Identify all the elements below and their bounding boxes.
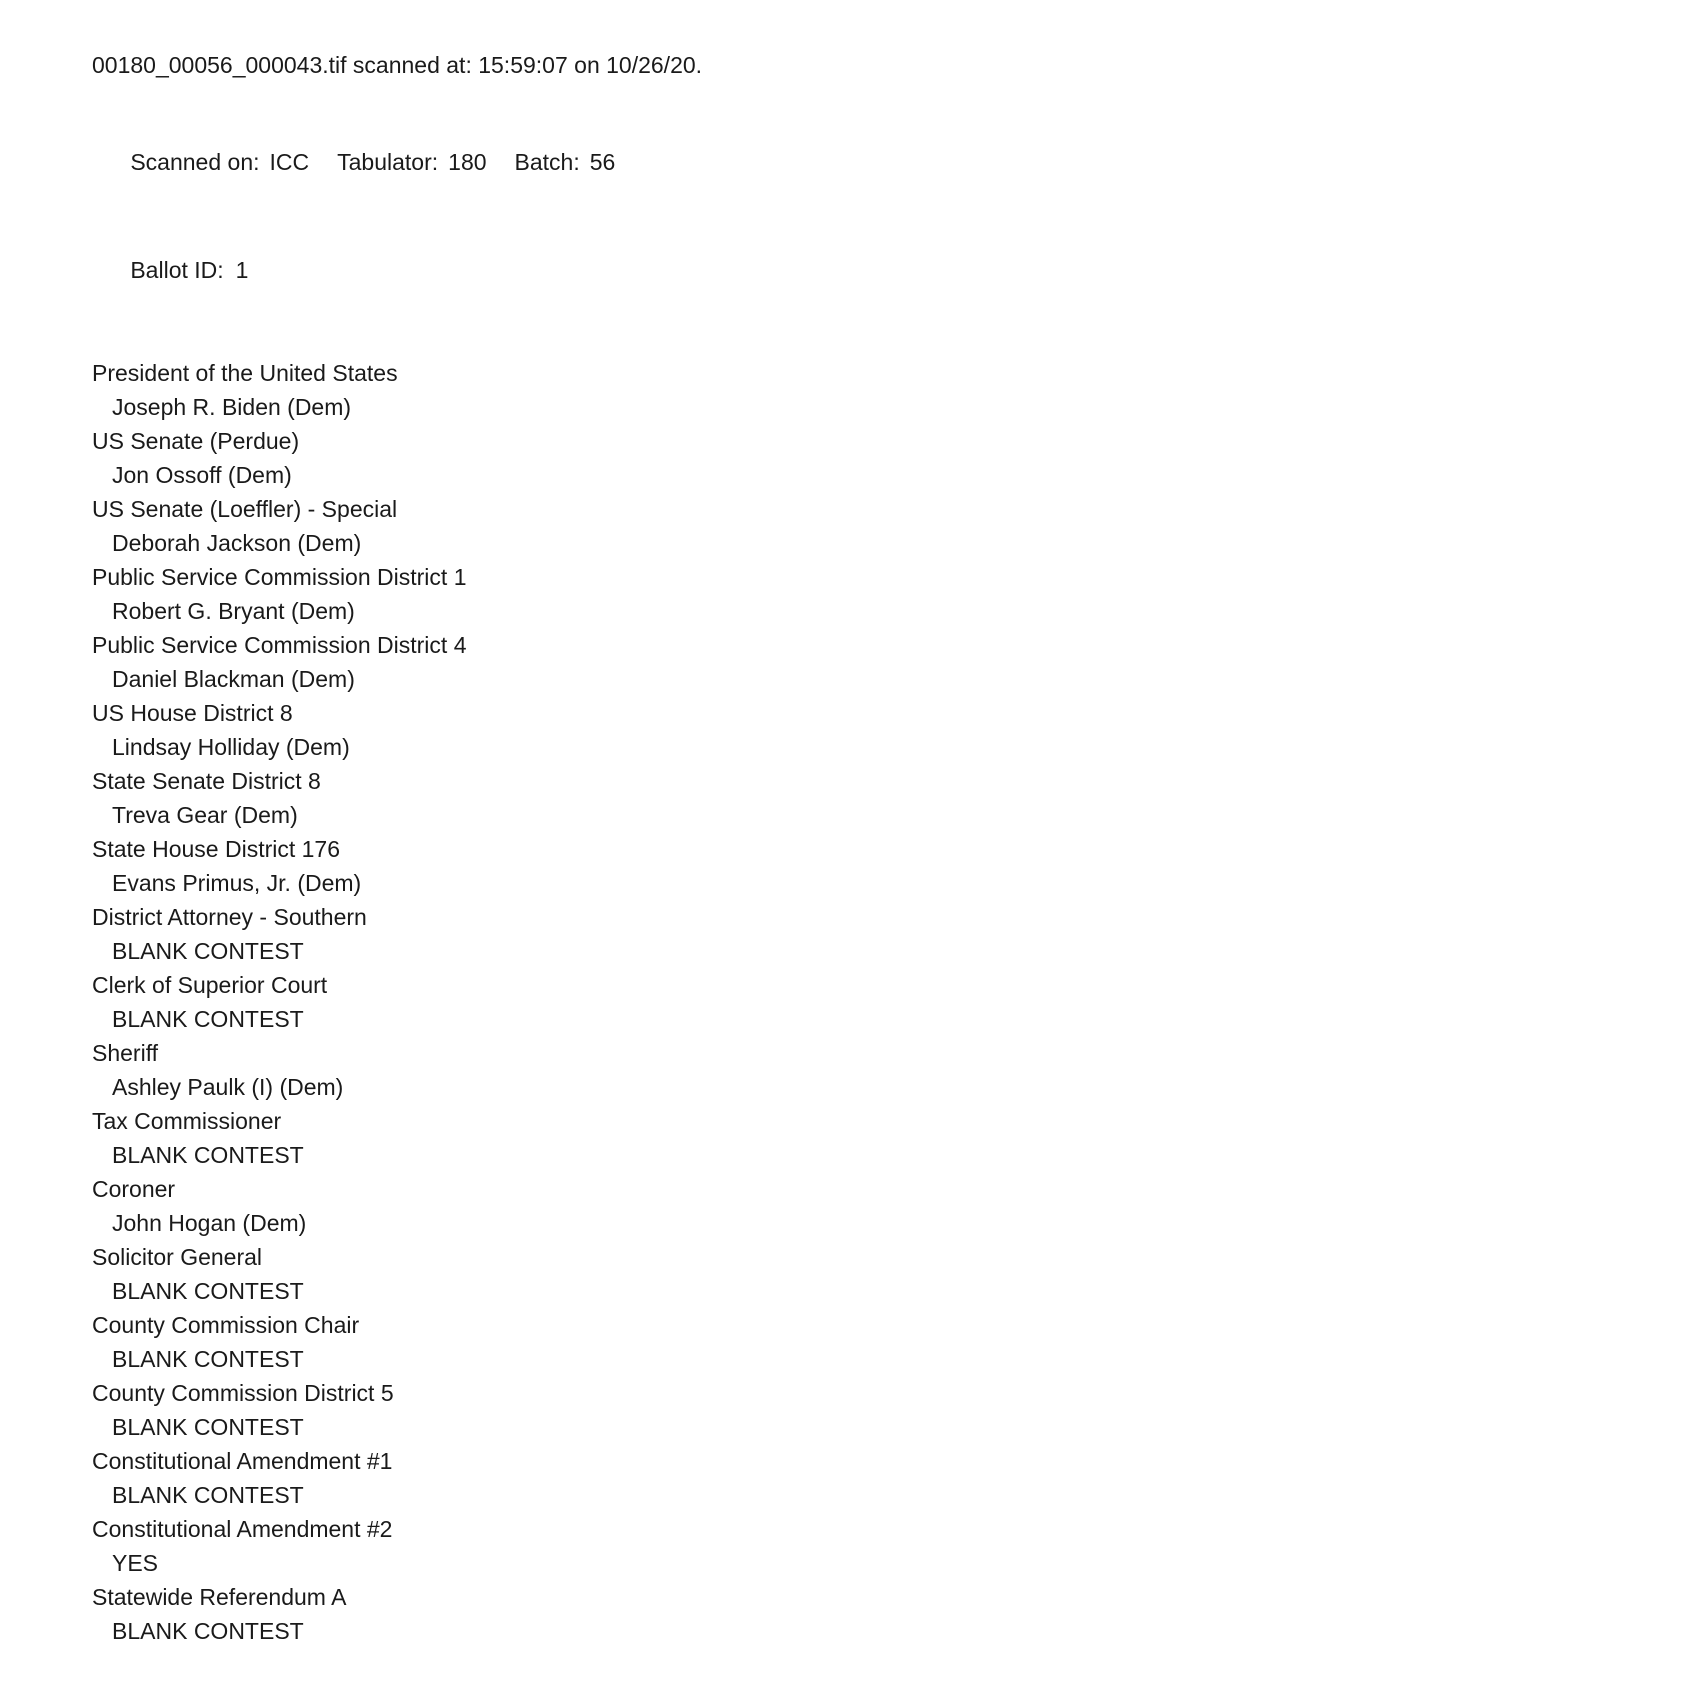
contest-vote: Daniel Blackman (Dem)	[112, 666, 355, 692]
contest-name: Statewide Referendum A	[92, 1584, 347, 1610]
contest-vote: Robert G. Bryant (Dem)	[112, 598, 355, 624]
contest-name: US Senate (Loeffler) - Special	[92, 496, 398, 522]
contest-vote: Lindsay Holliday (Dem)	[112, 734, 350, 760]
contest-name: President of the United States	[92, 360, 398, 386]
contest-vote: BLANK CONTEST	[112, 1346, 304, 1372]
contest-name: Coroner	[92, 1176, 176, 1202]
contest-name: US House District 8	[92, 700, 293, 726]
contest-name: County Commission Chair	[92, 1312, 360, 1338]
contest-vote: BLANK CONTEST	[112, 1482, 304, 1508]
contest-vote: BLANK CONTEST	[112, 1142, 304, 1168]
scanned-on-field	[130, 149, 309, 175]
contest-name: Clerk of Superior Court	[92, 972, 328, 998]
contest-vote: BLANK CONTEST	[112, 1618, 304, 1644]
tabulator-label: Tabulator:	[337, 149, 439, 175]
contest-vote: Jon Ossoff (Dem)	[112, 462, 292, 488]
contest-name: State Senate District 8	[92, 768, 321, 794]
contest-vote: Evans Primus, Jr. (Dem)	[112, 870, 362, 896]
contest-vote: Treva Gear (Dem)	[112, 802, 298, 828]
contest-vote: BLANK CONTEST	[112, 938, 304, 964]
contest-list	[92, 356, 1648, 1648]
contest-vote: John Hogan (Dem)	[112, 1210, 307, 1236]
contest-name: Sheriff	[92, 1040, 159, 1066]
tabulator-value: 180	[448, 149, 487, 175]
tabulator-field	[337, 149, 486, 175]
batch-value: 56	[589, 149, 616, 175]
scan-file-header: 00180_00056_000043.tif scanned at: 15:59:07 on 10/26/20.	[92, 52, 703, 78]
contest-name: Tax Commissioner	[92, 1108, 282, 1134]
contest-vote: Joseph R. Biden (Dem)	[112, 394, 352, 420]
scanned-on-value: ICC	[269, 149, 310, 175]
ballot-id-label: Ballot ID:	[130, 257, 224, 283]
ballot-id-value: 1	[235, 257, 249, 283]
scan-info-line	[92, 108, 1648, 216]
ballot-id-line	[92, 216, 1648, 324]
contest-name: District Attorney - Southern	[92, 904, 367, 930]
contest-name: Public Service Commission District 1	[92, 564, 467, 590]
contest-vote: BLANK CONTEST	[112, 1006, 304, 1032]
batch-field	[515, 149, 616, 175]
contest-name: US Senate (Perdue)	[92, 428, 300, 454]
scanned-on-label: Scanned on:	[130, 149, 260, 175]
contest-name: Constitutional Amendment #1	[92, 1448, 393, 1474]
contest-name: Solicitor General	[92, 1244, 263, 1270]
contest-vote: YES	[112, 1550, 159, 1576]
batch-label: Batch:	[514, 149, 580, 175]
contest-name: County Commission District 5	[92, 1380, 394, 1406]
contest-vote: BLANK CONTEST	[112, 1414, 304, 1440]
contest-vote: Ashley Paulk (I) (Dem)	[112, 1074, 344, 1100]
contest-name: Public Service Commission District 4	[92, 632, 467, 658]
contest-name: Constitutional Amendment #2	[92, 1516, 393, 1542]
scan-metadata-block	[92, 108, 1648, 324]
contest-vote: Deborah Jackson (Dem)	[112, 530, 362, 556]
contest-vote: BLANK CONTEST	[112, 1278, 304, 1304]
contest-name: State House District 176	[92, 836, 341, 862]
